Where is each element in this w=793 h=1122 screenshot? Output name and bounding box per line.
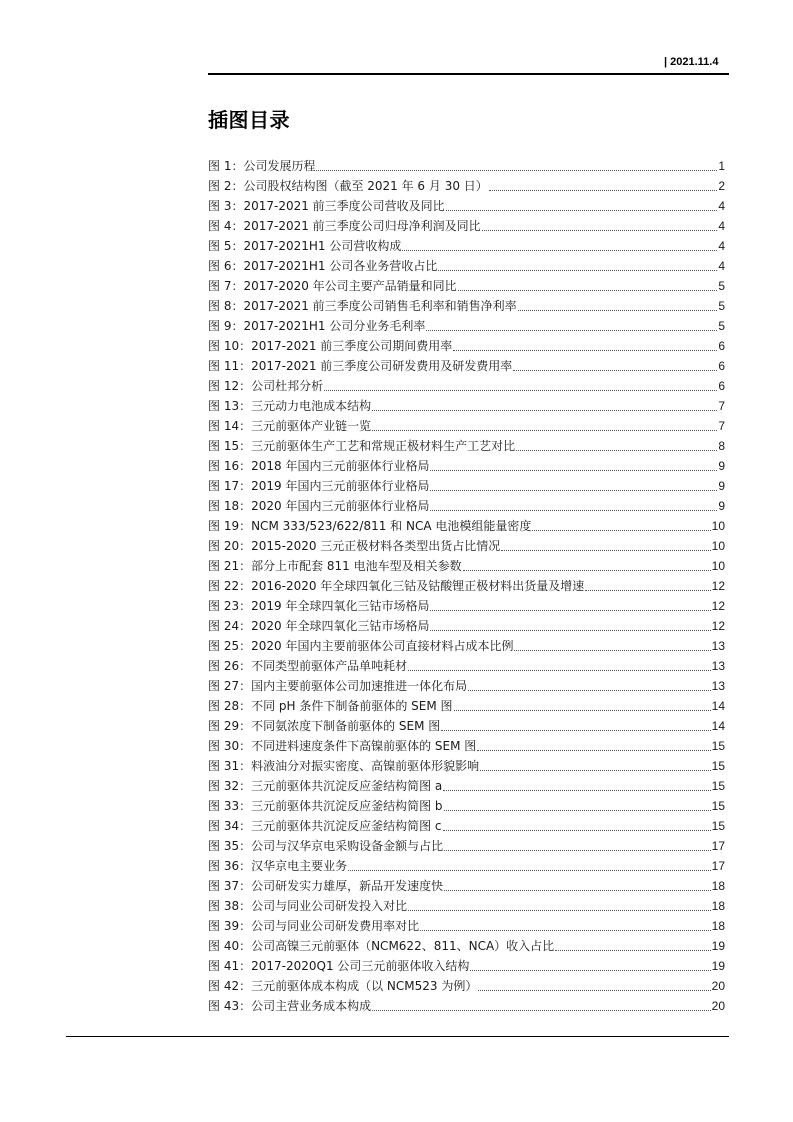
toc-entry-label: 图 11：2017-2021 前三季度公司研发费用及研发费用率 [208, 359, 513, 373]
toc-entry-label: 图 12：公司杜邦分析 [208, 379, 324, 393]
toc-entry-label: 图 22：2016-2020 年全球四氧化三钴及钴酸锂正极材料出货量及增速 [208, 579, 585, 593]
toc-entry-label: 图 30：不同进料速度条件下高镍前驱体的 SEM 图 [208, 739, 477, 753]
toc-entry-page: 13 [711, 659, 725, 673]
toc-entry-page: 5 [718, 299, 725, 313]
toc-entry[interactable] [208, 356, 725, 376]
toc-entry-label: 图 40：公司高镍三元前驱体（NCM622、811、NCA）收入占比 [208, 939, 555, 953]
toc-entry[interactable] [208, 776, 725, 796]
header-date: | 2021.11.4 [664, 56, 719, 68]
toc-leader-dots [444, 849, 711, 851]
toc-leader-dots [516, 449, 717, 451]
toc-entry-label: 图 3：2017-2021 前三季度公司营收及同比 [208, 199, 445, 213]
toc-leader-dots [463, 569, 711, 571]
toc-entry-label: 图 31：料液油分对振实密度、高镍前驱体形貌影响 [208, 759, 480, 773]
toc-entry[interactable] [208, 976, 725, 996]
toc-entry[interactable] [208, 896, 725, 916]
toc-leader-dots [555, 949, 710, 951]
toc-entry-page: 20 [711, 979, 725, 993]
toc-entry-page: 20 [711, 999, 725, 1013]
toc-leader-dots [372, 1009, 711, 1011]
toc-entry-page: 10 [711, 559, 725, 573]
toc-entry-label: 图 16：2018 年国内三元前驱体行业格局 [208, 459, 430, 473]
toc-leader-dots [438, 269, 717, 271]
toc-leader-dots [316, 169, 717, 171]
toc-entry-page: 13 [711, 679, 725, 693]
toc-entry-label: 图 20：2015-2020 三元正极材料各类型出货占比情况 [208, 539, 501, 553]
toc-entry[interactable] [208, 516, 725, 536]
toc-entry[interactable] [208, 216, 725, 236]
toc-entry-label: 图 37：公司研发实力雄厚，新品开发速度快 [208, 879, 444, 893]
toc-entry-label: 图 5：2017-2021H1 公司营收构成 [208, 239, 402, 253]
toc-entry-page: 15 [711, 799, 725, 813]
toc-leader-dots [489, 189, 718, 191]
toc-entry-label: 图 38：公司与同业公司研发投入对比 [208, 899, 408, 913]
toc-entry-page: 19 [711, 939, 725, 953]
toc-entry-page: 18 [711, 919, 725, 933]
toc-entry-label: 图 34：三元前驱体共沉淀反应釜结构简图 c [208, 819, 442, 833]
toc-entry[interactable] [208, 536, 725, 556]
toc-entry[interactable] [208, 756, 725, 776]
toc-entry-page: 19 [711, 959, 725, 973]
toc-entry-page: 15 [711, 819, 725, 833]
toc-entry[interactable] [208, 376, 725, 396]
toc-entry[interactable] [208, 856, 725, 876]
toc-entry-page: 1 [718, 159, 725, 173]
toc-entry[interactable] [208, 496, 725, 516]
toc-entry-label: 图 26：不同类型前驱体产品单吨耗材 [208, 659, 408, 673]
toc-entry[interactable] [208, 816, 725, 836]
toc-entry[interactable] [208, 716, 725, 736]
toc-leader-dots [420, 929, 711, 931]
toc-entry[interactable] [208, 456, 725, 476]
toc-entry-page: 7 [718, 419, 725, 433]
toc-entry-page: 5 [718, 319, 725, 333]
toc-leader-dots [348, 869, 711, 871]
toc-leader-dots [454, 709, 711, 711]
toc-leader-dots [430, 469, 717, 471]
toc-entry-label: 图 41：2017-2020Q1 公司三元前驱体收入结构 [208, 959, 470, 973]
toc-entry[interactable] [208, 796, 725, 816]
toc-entry[interactable] [208, 316, 725, 336]
toc-entry[interactable] [208, 876, 725, 896]
toc-leader-dots [441, 729, 710, 731]
page-title: 插图目录 [208, 108, 290, 132]
toc-entry-label: 图 10：2017-2021 前三季度公司期间费用率 [208, 339, 453, 353]
toc-entry-page: 4 [718, 219, 725, 233]
toc-entry[interactable] [208, 956, 725, 976]
toc-leader-dots [408, 669, 711, 671]
toc-entry-label: 图 35：公司与汉华京电采购设备金额与占比 [208, 839, 444, 853]
toc-entry-label: 图 28：不同 pH 条件下制备前驱体的 SEM 图 [208, 699, 453, 713]
toc-leader-dots [513, 369, 717, 371]
toc-entry-page: 10 [711, 519, 725, 533]
toc-entry-label: 图 32：三元前驱体共沉淀反应釜结构简图 a [208, 779, 443, 793]
toc-entry-page: 15 [711, 779, 725, 793]
toc-entry[interactable] [208, 576, 725, 596]
toc-entry-page: 5 [718, 279, 725, 293]
toc-entry-page: 6 [718, 359, 725, 373]
toc-leader-dots [430, 609, 710, 611]
footer-rule [66, 1036, 729, 1037]
toc-leader-dots [532, 529, 710, 531]
figure-index-list [208, 156, 725, 1016]
toc-entry[interactable] [208, 556, 725, 576]
toc-entry-label: 图 8：2017-2021 前三季度公司销售毛利率和销售净利率 [208, 299, 517, 313]
toc-leader-dots [324, 389, 717, 391]
toc-leader-dots [518, 309, 718, 311]
toc-entry-label: 图 15：三元前驱体生产工艺和常规正极材料生产工艺对比 [208, 439, 516, 453]
toc-entry-label: 图 18：2020 年国内三元前驱体行业格局 [208, 499, 430, 513]
toc-entry[interactable] [208, 336, 725, 356]
toc-entry-page: 8 [718, 439, 725, 453]
toc-entry-page: 7 [718, 399, 725, 413]
toc-entry-label: 图 25：2020 年国内主要前驱体公司直接材料占成本比例 [208, 639, 514, 653]
toc-leader-dots [402, 249, 717, 251]
toc-entry-label: 图 6：2017-2021H1 公司各业务营收占比 [208, 259, 438, 273]
toc-leader-dots [478, 989, 710, 991]
toc-entry-page: 9 [718, 499, 725, 513]
toc-leader-dots [443, 829, 711, 831]
toc-entry[interactable] [208, 916, 725, 936]
toc-entry[interactable] [208, 196, 725, 216]
toc-entry[interactable] [208, 616, 725, 636]
toc-entry-page: 17 [711, 839, 725, 853]
toc-entry-page: 17 [711, 859, 725, 873]
toc-entry[interactable] [208, 596, 725, 616]
toc-entry[interactable] [208, 436, 725, 456]
toc-entry-label: 图 7：2017-2020 年公司主要产品销量和同比 [208, 279, 457, 293]
toc-entry[interactable] [208, 996, 725, 1016]
toc-entry-page: 12 [711, 599, 725, 613]
toc-entry-label: 图 19：NCM 333/523/622/811 和 NCA 电池模组能量密度 [208, 519, 532, 533]
toc-entry-page: 10 [711, 539, 725, 553]
toc-entry[interactable] [208, 276, 725, 296]
toc-entry[interactable] [208, 736, 725, 756]
toc-leader-dots [426, 329, 717, 331]
toc-entry[interactable] [208, 676, 725, 696]
toc-leader-dots [446, 209, 718, 211]
toc-entry-label: 图 23：2019 年全球四氧化三钴市场格局 [208, 599, 430, 613]
toc-entry-label: 图 42：三元前驱体成本构成（以 NCM523 为例） [208, 979, 478, 993]
toc-entry[interactable] [208, 636, 725, 656]
toc-entry-label: 图 33：三元前驱体共沉淀反应釜结构简图 b [208, 799, 443, 813]
toc-entry-page: 4 [718, 199, 725, 213]
toc-entry-page: 12 [711, 579, 725, 593]
toc-entry-label: 图 21：部分上市配套 811 电池车型及相关参数 [208, 559, 462, 573]
toc-leader-dots [501, 549, 710, 551]
toc-entry-label: 图 14：三元前驱体产业链一览 [208, 419, 372, 433]
toc-entry[interactable] [208, 156, 725, 176]
toc-entry-label: 图 27：国内主要前驱体公司加速推进一体化布局 [208, 679, 468, 693]
toc-entry[interactable] [208, 936, 725, 956]
toc-entry[interactable] [208, 836, 725, 856]
toc-leader-dots [444, 889, 711, 891]
toc-leader-dots [514, 649, 710, 651]
toc-entry-label: 图 2：公司股权结构图（截至 2021 年 6 月 30 日） [208, 179, 488, 193]
toc-entry[interactable] [208, 416, 725, 436]
toc-entry-page: 6 [718, 339, 725, 353]
toc-leader-dots [372, 409, 717, 411]
header-rule [208, 73, 729, 75]
toc-leader-dots [408, 909, 711, 911]
toc-entry-page: 9 [718, 479, 725, 493]
toc-entry-page: 4 [718, 259, 725, 273]
toc-entry-page: 2 [718, 179, 725, 193]
toc-entry-label: 图 29：不同氨浓度下制备前驱体的 SEM 图 [208, 719, 441, 733]
toc-entry[interactable] [208, 176, 725, 196]
toc-leader-dots [482, 229, 718, 231]
toc-leader-dots [430, 489, 717, 491]
toc-entry-label: 图 36：汉华京电主要业务 [208, 859, 348, 873]
toc-leader-dots [444, 809, 711, 811]
toc-entry[interactable] [208, 296, 725, 316]
toc-leader-dots [477, 749, 710, 751]
toc-leader-dots [468, 689, 711, 691]
toc-leader-dots [443, 789, 710, 791]
toc-entry-page: 9 [718, 459, 725, 473]
toc-entry-label: 图 1：公司发展历程 [208, 159, 316, 173]
toc-entry-label: 图 24：2020 年全球四氧化三钴市场格局 [208, 619, 430, 633]
toc-leader-dots [585, 589, 710, 591]
toc-leader-dots [453, 349, 717, 351]
toc-entry-page: 13 [711, 639, 725, 653]
toc-entry-label: 图 13：三元动力电池成本结构 [208, 399, 372, 413]
toc-entry[interactable] [208, 396, 725, 416]
toc-entry-page: 6 [718, 379, 725, 393]
toc-entry[interactable] [208, 696, 725, 716]
toc-entry-page: 15 [711, 759, 725, 773]
toc-entry[interactable] [208, 476, 725, 496]
toc-leader-dots [430, 509, 717, 511]
toc-entry-label: 图 39：公司与同业公司研发费用率对比 [208, 919, 420, 933]
toc-entry-page: 14 [711, 719, 725, 733]
toc-leader-dots [458, 289, 718, 291]
toc-entry[interactable] [208, 656, 725, 676]
toc-leader-dots [470, 969, 710, 971]
toc-entry-label: 图 43：公司主营业务成本构成 [208, 999, 372, 1013]
toc-leader-dots [480, 769, 711, 771]
toc-leader-dots [372, 429, 717, 431]
toc-entry-page: 12 [711, 619, 725, 633]
toc-entry-page: 18 [711, 879, 725, 893]
toc-entry-label: 图 17：2019 年国内三元前驱体行业格局 [208, 479, 430, 493]
toc-entry-page: 4 [718, 239, 725, 253]
toc-entry[interactable] [208, 256, 725, 276]
toc-entry-page: 15 [711, 739, 725, 753]
toc-entry-page: 18 [711, 899, 725, 913]
toc-entry[interactable] [208, 236, 725, 256]
toc-entry-page: 14 [711, 699, 725, 713]
toc-leader-dots [430, 629, 710, 631]
toc-entry-label: 图 9：2017-2021H1 公司分业务毛利率 [208, 319, 426, 333]
toc-entry-label: 图 4：2017-2021 前三季度公司归母净利润及同比 [208, 219, 481, 233]
